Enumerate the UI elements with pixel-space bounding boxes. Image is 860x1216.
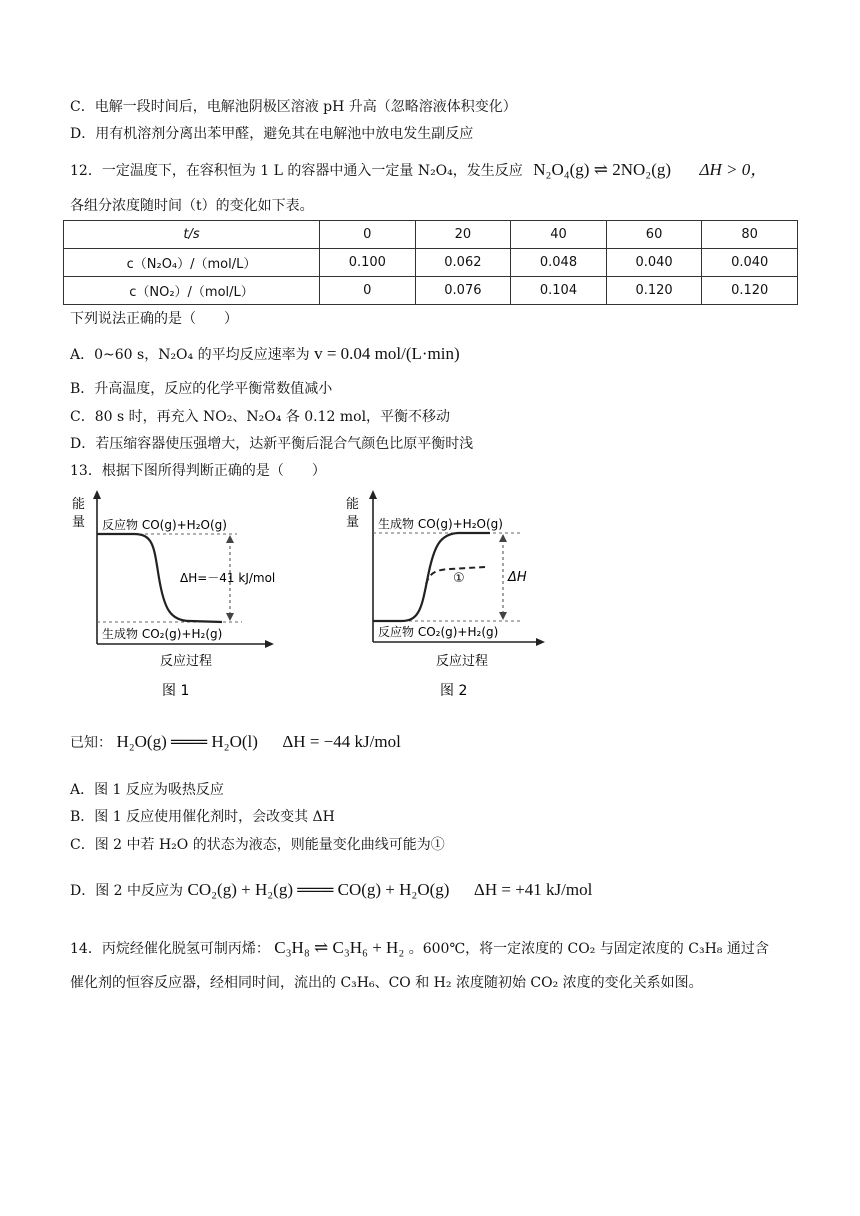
- fig2-product-label: 生成物 CO(g)+H₂O(g): [378, 517, 503, 531]
- table-row: [64, 249, 798, 277]
- table-cell: t/s: [64, 221, 320, 249]
- table-cell: 0.120: [606, 277, 702, 305]
- fig1-ylabel-1: 能: [72, 497, 86, 512]
- q14-stem-b: 催化剂的恒容反应器，经相同时间，流出的 C₃H₆、CO 和 H₂ 浓度随初始 CO₂ 浓度的变化关系如图。: [70, 975, 703, 991]
- table-cell: 40: [511, 221, 607, 249]
- fig2-curve-1-label: ①: [453, 571, 465, 586]
- fig2-caption: 图 2: [440, 683, 468, 699]
- table-cell: 0.040: [702, 249, 798, 277]
- q14-stem-text: 14．丙烷经催化脱氢可制丙烯：: [70, 941, 270, 957]
- table-cell: 0.062: [415, 249, 511, 277]
- q13-option-d-dh: ΔH = +41 kJ/mol: [473, 880, 593, 899]
- fig1-y-arrow: [93, 490, 101, 499]
- q13-known-dh: ΔH = −44 kJ/mol: [282, 732, 401, 751]
- table-cell: 0: [320, 221, 416, 249]
- fig1-caption: 图 1: [162, 683, 190, 699]
- fig2-reactant-label: 反应物 CO₂(g)+H₂(g): [378, 625, 499, 639]
- q12-stem-b: 各组分浓度随时间（t）的变化如下表。: [70, 198, 314, 214]
- table-cell: 0.100: [320, 249, 416, 277]
- q12-stem-text: 12．一定温度下，在容积恒为 1 L 的容器中通入一定量 N₂O₄，发生反应: [70, 163, 523, 179]
- q11-option-d: D．用有机溶剂分离出苯甲醛，避免其在电解池中放电发生副反应: [70, 126, 474, 142]
- q14-stem-text-2: 。600℃，将一定浓度的 CO₂ 与固定浓度的 C₃H₈ 通过含: [408, 941, 769, 957]
- fig2-dh-arrow-up: [499, 534, 507, 542]
- q13-known-equation: H₂O(g) ═══ H₂O(l): [116, 732, 258, 751]
- table-cell: 60: [606, 221, 702, 249]
- table-cell: 0.048: [511, 249, 607, 277]
- table-cell: 0.076: [415, 277, 511, 305]
- table-row: [64, 277, 798, 305]
- table-cell: c（NO₂）/（mol/L）: [64, 277, 320, 305]
- q13-option-d-text: D．图 2 中反应为: [70, 883, 184, 899]
- figure-2: [340, 488, 555, 703]
- table-header-row: [64, 221, 798, 249]
- table-cell: 0.120: [702, 277, 798, 305]
- fig2-y-arrow: [369, 490, 377, 499]
- table-cell: 0: [320, 277, 416, 305]
- fig1-reactant-label: 反应物 CO(g)+H₂O(g): [102, 518, 227, 532]
- q12-reaction: N₂O₄(g) ⇌ 2NO₂(g): [533, 160, 672, 179]
- fig1-dh-arrow-up: [226, 535, 234, 543]
- fig2-ylabel-1: 能: [346, 497, 360, 512]
- q12-option-b: B．升高温度，反应的化学平衡常数值减小: [70, 381, 333, 397]
- fig1-xlabel: 反应过程: [160, 654, 213, 669]
- fig2-x-arrow: [536, 638, 545, 646]
- q13-stem: 13．根据下图所得判断正确的是（ ）: [70, 463, 326, 479]
- q12-option-a: [70, 344, 460, 365]
- fig2-dh-label: ΔH: [508, 570, 527, 585]
- q13-known: [70, 732, 401, 753]
- fig1-x-arrow: [265, 640, 274, 648]
- q11-option-c: C．电解一段时间后，电解池阴极区溶液 pH 升高（忽略溶液体积变化）: [70, 99, 517, 115]
- fig2-ylabel-2: 量: [346, 515, 360, 530]
- q13-option-b: B．图 1 反应使用催化剂时，会改变其 ΔH: [70, 809, 335, 825]
- figure-1: [62, 488, 282, 703]
- fig1-dh-arrow-down: [226, 613, 234, 621]
- fig2-dh-arrow-down: [499, 612, 507, 620]
- fig1-dh-label: ΔH=－41 kJ/mol: [180, 571, 276, 585]
- q13-option-d: [70, 880, 592, 901]
- fig2-energy-curve: [373, 533, 490, 621]
- q13-option-c: C．图 2 中若 H₂O 的状态为液态，则能量变化曲线可能为①: [70, 837, 445, 853]
- fig1-ylabel-2: 量: [72, 515, 86, 530]
- table-cell: 0.104: [511, 277, 607, 305]
- table-cell: 0.040: [606, 249, 702, 277]
- q12-delta-h: ΔH > 0，: [699, 160, 768, 179]
- q13-known-text: 已知：: [70, 735, 112, 751]
- q12-option-a-text: A．0~60 s，N₂O₄ 的平均反应速率为: [70, 347, 310, 363]
- q12-question: 下列说法正确的是（ ）: [70, 311, 238, 327]
- q13-option-d-equation: CO₂(g) + H₂(g) ═══ CO(g) + H₂O(g): [187, 880, 450, 899]
- q13-option-a: A．图 1 反应为吸热反应: [70, 782, 224, 798]
- q14-stem: [70, 938, 769, 959]
- q12-option-c: C．80 s 时，再充入 NO₂、N₂O₄ 各 0.12 mol，平衡不移动: [70, 409, 451, 425]
- q12-option-d: D．若压缩容器使压强增大，达新平衡后混合气颜色比原平衡时浅: [70, 436, 474, 452]
- fig1-product-label: 生成物 CO₂(g)+H₂(g): [102, 627, 223, 641]
- q12-stem: [70, 160, 767, 181]
- concentration-table: [63, 220, 798, 305]
- table-cell: 80: [702, 221, 798, 249]
- table-cell: c（N₂O₄）/（mol/L）: [64, 249, 320, 277]
- table-cell: 20: [415, 221, 511, 249]
- fig2-xlabel: 反应过程: [436, 654, 489, 669]
- q14-reaction: C₃H₈ ⇌ C₃H₆ + H₂: [274, 938, 405, 957]
- q12-option-a-formula: v = 0.04 mol/(L·min): [314, 344, 460, 363]
